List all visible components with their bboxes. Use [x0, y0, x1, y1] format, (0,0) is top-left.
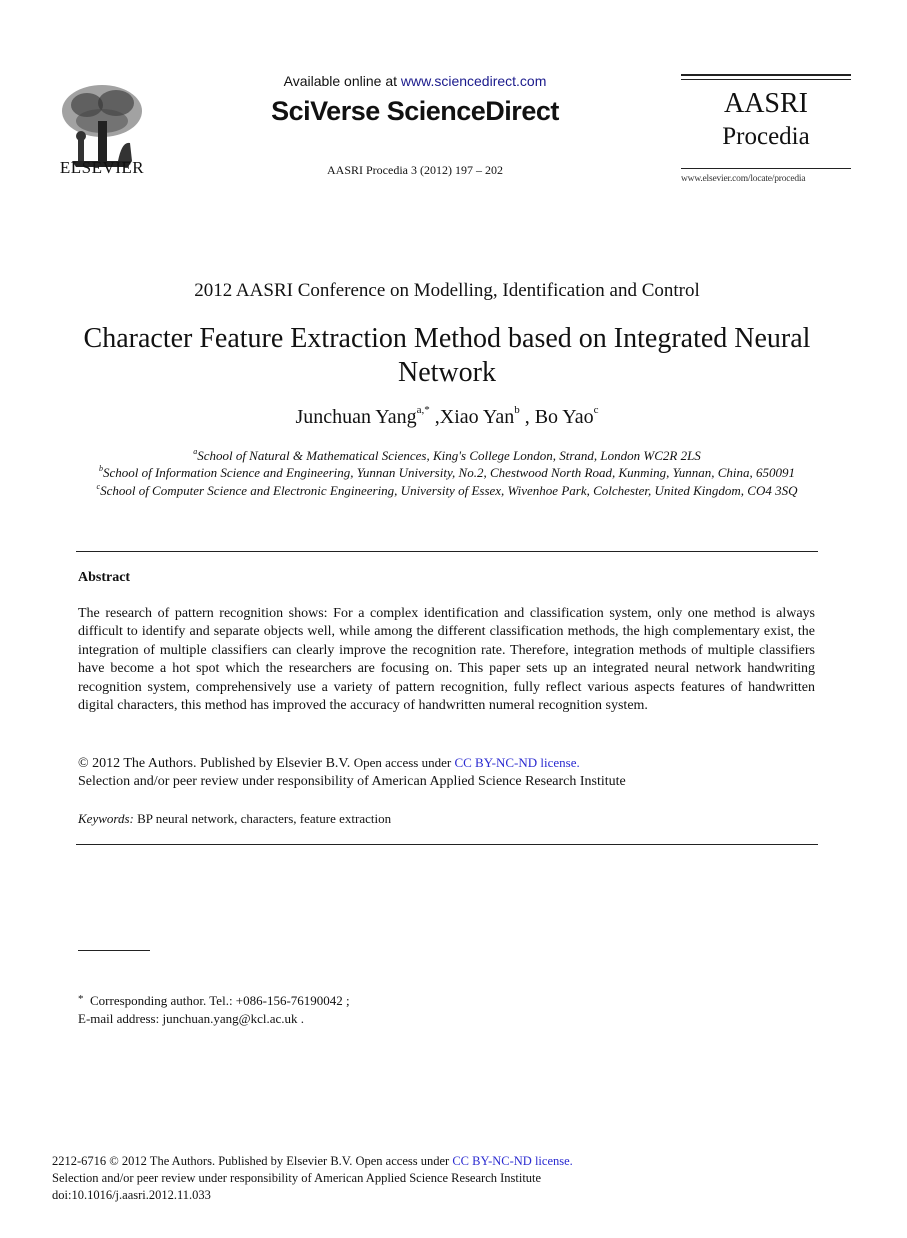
- footer-doi[interactable]: doi:10.1016/j.aasri.2012.11.033: [52, 1188, 211, 1202]
- keywords-line: [78, 811, 815, 827]
- available-online-line: [250, 73, 580, 89]
- paper-title: [60, 322, 834, 390]
- footer-copyright-line: [52, 1153, 852, 1170]
- footnote-marker: *: [78, 993, 84, 1005]
- journal-box-rule-bottom: [681, 168, 851, 169]
- author-list: [0, 406, 894, 429]
- keywords-list: BP neural network, characters, feature extraction: [133, 811, 392, 826]
- paper-title-line2: Network: [398, 357, 496, 388]
- paper-title-line1: Character Feature Extraction Method based on Integrated Neural: [83, 323, 811, 354]
- affiliation-sup: c: [96, 482, 101, 491]
- author-sup: c: [593, 404, 599, 416]
- available-prefix: Available online at: [283, 73, 401, 89]
- journal-title-line2: Procedia: [722, 123, 810, 150]
- author-separator: ,: [429, 406, 440, 428]
- footnote-rule: [78, 950, 150, 951]
- affiliation-text: School of Computer Science and Electronic Engineering, University of Essex, Wivenhoe Park, Colchester, United Kingdom, CO4 3SQ: [100, 483, 798, 498]
- author-separator: ,: [519, 406, 535, 428]
- abstract-text: The research of pattern recognition shows: For a complex identification and classification system, only one method is always difficult to identify and separate objects well, while among the different classification methods, the high complementary exist, the integration of multiple classifiers can clearly improve the recognition rate. Therefore, integration methods of multiple classifiers have become a hot spot which the researchers are focusing on. This paper sets up an integrated neural network handwriting recognition system, comprehensively use a variety of pattern recognition, fully reflect various aspects features of handwritten digital characters, this method has improved the accuracy of handwritten numeral recognition system.: [78, 606, 815, 714]
- journal-url[interactable]: www.elsevier.com/locate/procedia: [681, 174, 806, 184]
- footnote-block: [78, 992, 678, 1028]
- open-access-text: Open access under: [353, 755, 455, 770]
- footer-copyright: 2212-6716 © 2012 The Authors. Published by Elsevier B.V. Open access under: [52, 1154, 453, 1168]
- author-name: Junchuan Yang: [295, 406, 417, 428]
- journal-box-rule-top-thin: [681, 79, 851, 80]
- footer-license-link[interactable]: CC BY-NC-ND license.: [452, 1154, 573, 1168]
- abstract-heading: Abstract: [78, 570, 131, 585]
- author-sup: b: [514, 404, 520, 416]
- author-name: Xiao Yan: [439, 406, 515, 428]
- section-divider-bottom: [76, 844, 818, 845]
- platform-name: SciVerse ScienceDirect: [271, 96, 559, 126]
- copyright-prefix: © 2012 The Authors. Published by Elsevier B.V.: [78, 756, 354, 771]
- affiliation: [0, 465, 894, 481]
- journal-title-line1: AASRI: [723, 88, 808, 119]
- sciencedirect-link[interactable]: www.sciencedirect.com: [400, 73, 547, 89]
- email-line: E-mail address: junchuan.yang@kcl.ac.uk .: [78, 1011, 305, 1026]
- selection-line: Selection and/or peer review under responsibility of American Applied Science Research Institute: [78, 774, 626, 789]
- section-divider-top: [76, 551, 818, 552]
- copyright-line: [78, 754, 815, 773]
- license-link[interactable]: CC BY-NC-ND license.: [454, 755, 580, 770]
- author-name: Bo Yao: [534, 406, 594, 428]
- journal-box-rule-top: [681, 74, 851, 76]
- conference-name: 2012 AASRI Conference on Modelling, Identification and Control: [194, 280, 700, 301]
- affiliation-text: School of Natural & Mathematical Sciences, King's College London, Strand, London WC2R 2LS: [197, 448, 701, 463]
- copyright-block: [78, 754, 815, 791]
- affiliation-text: School of Information Science and Engineering, Yunnan University, No.2, Chestwood North Road, Kunming, Yunnan, China, 650091: [102, 465, 795, 480]
- footer-selection-line: Selection and/or peer review under responsibility of American Applied Science Research Institute: [52, 1171, 542, 1185]
- affiliation: [0, 483, 894, 499]
- keywords-label: Keywords:: [78, 811, 134, 826]
- affiliation-sup: b: [98, 464, 103, 473]
- corresponding-author-line: [78, 992, 678, 1010]
- author-sup: a,*: [416, 404, 430, 416]
- affiliation: [0, 448, 894, 464]
- publisher-logo-text: ELSEVIER: [59, 158, 145, 177]
- corresponding-author: Corresponding author. Tel.: +086-156-76190042 ;: [83, 993, 350, 1008]
- journal-reference: AASRI Procedia 3 (2012) 197 – 202: [327, 163, 503, 177]
- affiliation-sup: a: [193, 447, 198, 456]
- page-footer: [52, 1153, 852, 1204]
